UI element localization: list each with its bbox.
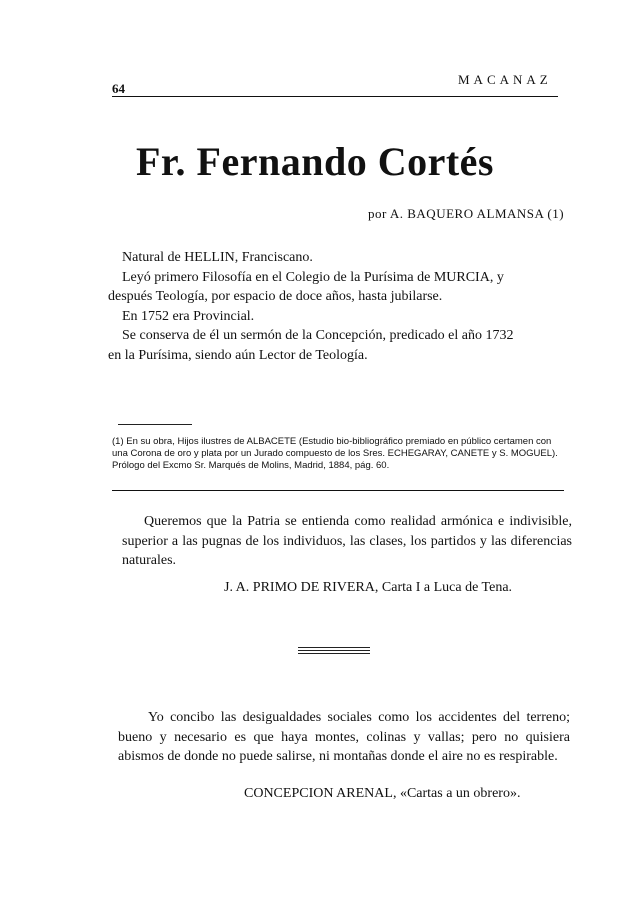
footnote-separator [118, 424, 192, 425]
article-title: Fr. Fernando Cortés [136, 139, 494, 184]
running-title: MACANAZ [458, 72, 552, 87]
paragraph-line: después Teología, por espacio de doce años, hasta jubilarse. [108, 289, 443, 304]
quote-primo-de-rivera: Queremos que la Patria se entienda como realidad armónica e indivisible, superior a las pugnas de los individuos, las clases, los partidos y las diferencias naturales. [122, 514, 572, 568]
paragraph-line: en la Purísima, siendo aún Lector de Teología. [108, 347, 368, 363]
quote-concepcion-arenal: Yo concibo las desigualdades sociales como los accidentes del terreno; bueno y necesario es que haya montes, colinas y vallas; pero no quisiera abismos de donde no puede salirse, ni montañas donde el aire no es respirable. [118, 710, 570, 764]
header-rule [112, 96, 558, 97]
paragraph-line: Natural de HELLIN, Franciscano. [122, 250, 313, 265]
paragraph-line: Leyó primero Filosofía en el Colegio de la Purísima de MURCIA, y [122, 269, 504, 285]
quote-attribution: CONCEPCION ARENAL, «Cartas a un obrero». [244, 786, 521, 801]
section-rule [112, 490, 564, 491]
ornamental-rule [298, 647, 370, 654]
article-body [108, 248, 572, 365]
quote-attribution: J. A. PRIMO DE RIVERA, Carta I a Luca de Tena. [224, 580, 513, 595]
paragraph-line: En 1752 era Provincial. [122, 308, 255, 324]
page-number: 64 [112, 81, 125, 96]
footnote: (1) En su obra, Hijos ilustres de ALBACETE (Estudio bio-bibliográfico premiado en público certamen con una Corona de oro y plata por un Jurado compuesto de los Sres. ECHEGARAY, CANETE y S. MOGUEL). Prólogo del Excmo Sr. Marqués de Molins, Madrid, 1884, pág. 60. [112, 436, 558, 471]
article-byline: por A. BAQUERO ALMANSA (1) [368, 206, 565, 221]
paragraph-line: Se conserva de él un sermón de la Concepción, predicado el año 1732 [122, 328, 514, 343]
